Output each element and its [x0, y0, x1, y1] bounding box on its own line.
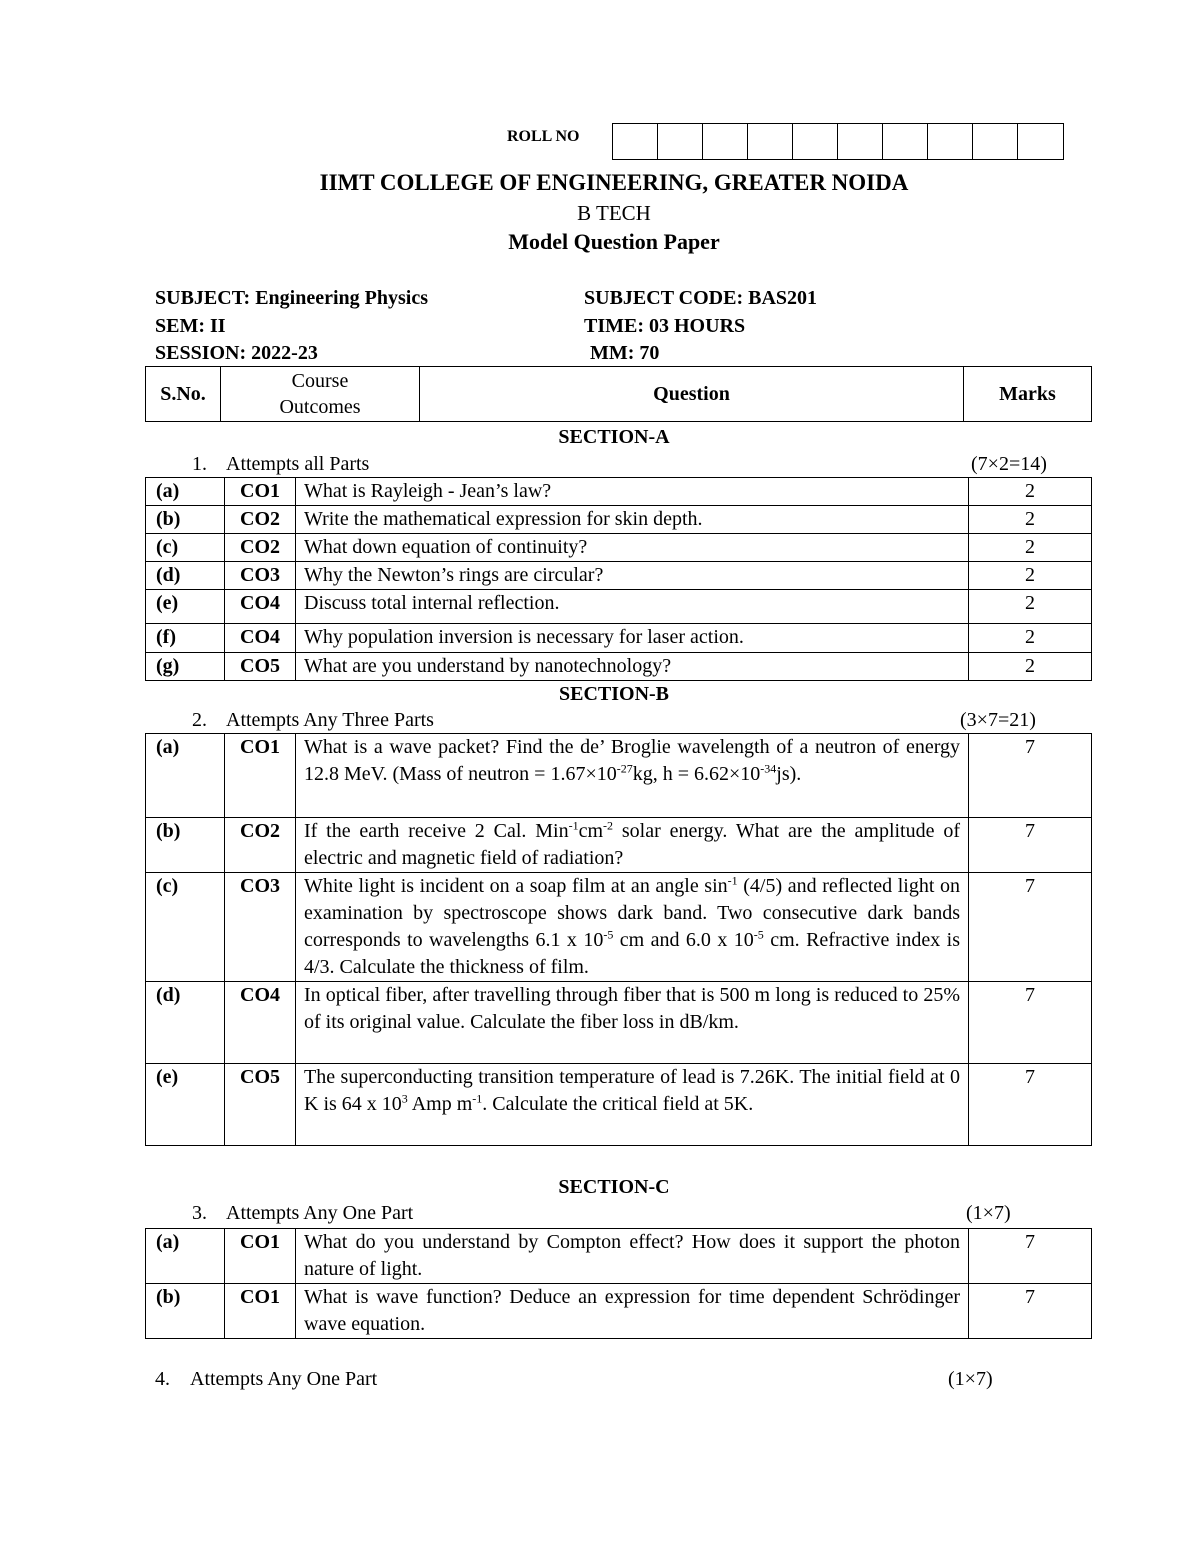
section-b-number: 2.	[192, 709, 207, 731]
question-text	[296, 1064, 969, 1146]
table-row	[146, 478, 1092, 506]
marks-value: 2	[969, 534, 1092, 562]
course-outcome: CO1	[225, 478, 296, 506]
roll-no-label: ROLL NO	[507, 128, 580, 145]
part-label: (c)	[146, 873, 225, 982]
table-row	[146, 734, 1092, 818]
part-label: (b)	[146, 1284, 225, 1339]
part-label: (g)	[146, 653, 225, 681]
section-a-total: (7×2=14)	[971, 453, 1047, 475]
part-label: (a)	[146, 478, 225, 506]
roll-no-boxes[interactable]	[612, 123, 1064, 160]
question-text	[296, 873, 969, 982]
table-row	[146, 873, 1092, 982]
question-text: What are you understand by nanotechnology?	[296, 653, 969, 681]
marks-value: 2	[969, 653, 1092, 681]
marks-value: 7	[969, 1064, 1092, 1146]
q4-number: 4.	[155, 1368, 170, 1390]
course-outcome: CO5	[225, 1064, 296, 1146]
course-outcome: CO2	[225, 534, 296, 562]
marks-value: 7	[969, 873, 1092, 982]
course-outcome: CO1	[225, 1284, 296, 1339]
section-b-title: SECTION-B	[558, 683, 670, 705]
table-row	[146, 562, 1092, 590]
section-b-instruction: Attempts Any Three Parts	[226, 709, 434, 731]
question-text	[296, 734, 969, 818]
marks-value: 7	[969, 982, 1092, 1064]
q4-total: (1×7)	[948, 1368, 993, 1390]
part-label: (f)	[146, 624, 225, 653]
part-label: (d)	[146, 562, 225, 590]
col-co-line1: Course	[291, 370, 349, 392]
question-text: Why the Newton’s rings are circular?	[296, 562, 969, 590]
section-a-number: 1.	[192, 453, 207, 475]
table-row	[146, 653, 1092, 681]
section-c-instruction: Attempts Any One Part	[226, 1202, 414, 1224]
part-label: (e)	[146, 1064, 225, 1146]
time-label: TIME: 03 HOURS	[584, 315, 746, 337]
part-label: (c)	[146, 534, 225, 562]
section-c-title: SECTION-C	[558, 1176, 670, 1198]
question-text: Write the mathematical expression for skin depth.	[296, 506, 969, 534]
question-text: What is wave function? Deduce an expression for time dependent Schrödinger wave equation.	[296, 1284, 969, 1339]
col-sno: S.No.	[146, 367, 221, 422]
semester-label: SEM: II	[155, 315, 226, 337]
course-outcome: CO4	[225, 982, 296, 1064]
roll-digit-box[interactable]	[793, 124, 838, 159]
roll-digit-box[interactable]	[703, 124, 748, 159]
roll-digit-box[interactable]	[613, 124, 658, 159]
marks-value: 2	[969, 624, 1092, 653]
section-b-table	[145, 733, 1092, 1146]
part-label: (b)	[146, 506, 225, 534]
roll-digit-box[interactable]	[1018, 124, 1063, 159]
question-text-rich: In optical fiber, after travelling through fiber that is 500 m long is reduced to 25% of its original value. Calculate the fiber loss in dB/km.	[304, 984, 960, 1033]
section-a-table	[145, 477, 1092, 681]
course-outcome: CO3	[225, 873, 296, 982]
course-outcome: CO3	[225, 562, 296, 590]
table-row	[146, 818, 1092, 873]
marks-value: 2	[969, 590, 1092, 624]
section-a-title: SECTION-A	[558, 426, 670, 448]
question-text: What down equation of continuity?	[296, 534, 969, 562]
course-outcome: CO4	[225, 624, 296, 653]
table-row	[146, 624, 1092, 653]
degree-name: B TECH	[577, 201, 651, 225]
question-text	[296, 818, 969, 873]
marks-value: 2	[969, 562, 1092, 590]
course-outcome: CO2	[225, 818, 296, 873]
part-label: (a)	[146, 734, 225, 818]
col-course-outcomes	[221, 367, 420, 422]
question-text	[296, 982, 969, 1064]
question-text: What is Rayleigh - Jean’s law?	[296, 478, 969, 506]
course-outcome: CO4	[225, 590, 296, 624]
marks-value: 2	[969, 506, 1092, 534]
section-c-total: (1×7)	[966, 1202, 1011, 1224]
marks-value: 2	[969, 478, 1092, 506]
max-marks-label: MM: 70	[590, 342, 660, 364]
column-header-table	[145, 366, 1092, 422]
course-outcome: CO2	[225, 506, 296, 534]
roll-digit-box[interactable]	[973, 124, 1018, 159]
part-label: (a)	[146, 1229, 225, 1284]
question-text: Discuss total internal reflection.	[296, 590, 969, 624]
course-outcome: CO5	[225, 653, 296, 681]
roll-digit-box[interactable]	[838, 124, 883, 159]
session-label: SESSION: 2022-23	[155, 342, 318, 364]
table-row	[146, 982, 1092, 1064]
roll-digit-box[interactable]	[928, 124, 973, 159]
marks-value: 7	[969, 1229, 1092, 1284]
question-text: What do you understand by Compton effect? How does it support the photon nature of light.	[296, 1229, 969, 1284]
table-row	[146, 506, 1092, 534]
part-label: (d)	[146, 982, 225, 1064]
section-a-instruction: Attempts all Parts	[226, 453, 370, 475]
roll-digit-box[interactable]	[748, 124, 793, 159]
roll-digit-box[interactable]	[658, 124, 703, 159]
table-row	[146, 1064, 1092, 1146]
paper-title: Model Question Paper	[508, 229, 720, 254]
table-row	[146, 1284, 1092, 1339]
question-text-rich: White light is incident on a soap film at an angle $\sin^{-1} (4/5)$ and reflected light on examination by spectroscope shows dark band. Two consecutive dark bands corresponds to wavelengths 6.1 x $10^{-5}$ cm and 6.0 x $10^{-5}$ cm. Refractive index is 4/3. Calculate the thickness of film.	[304, 873, 961, 978]
table-row	[146, 534, 1092, 562]
section-c-table	[145, 1228, 1092, 1339]
marks-value: 7	[969, 734, 1092, 818]
marks-value: 7	[969, 818, 1092, 873]
section-c-number: 3.	[192, 1202, 207, 1224]
col-co-line2: Outcomes	[279, 396, 361, 418]
course-outcome: CO1	[225, 734, 296, 818]
table-row	[146, 590, 1092, 624]
subject-code-label: SUBJECT CODE: BAS201	[584, 287, 818, 309]
question-text-rich: What is a wave packet? Find the de’ Broglie wavelength of a neutron of energy 12.8 MeV. (Mass of neutron = $1.67\times 10^{-27}kg$, $h = 6.62\times 10^{-34}js$).	[304, 736, 960, 785]
subject-label: SUBJECT: Engineering Physics	[155, 287, 428, 309]
roll-digit-box[interactable]	[883, 124, 928, 159]
table-row	[146, 1229, 1092, 1284]
col-marks: Marks	[964, 367, 1092, 422]
col-question: Question	[420, 367, 964, 422]
question-text-rich: If the earth receive 2 Cal. $Min^{-1}cm^{-2}$ solar energy. What are the amplitude of electric and magnetic field of radiation?	[304, 818, 960, 869]
section-b-total: (3×7=21)	[960, 709, 1036, 731]
marks-value: 7	[969, 1284, 1092, 1339]
part-label: (b)	[146, 818, 225, 873]
q4-instruction: Attempts Any One Part	[190, 1368, 378, 1390]
college-name: IIMT COLLEGE OF ENGINEERING, GREATER NOIDA	[319, 170, 909, 195]
course-outcome: CO1	[225, 1229, 296, 1284]
question-text: Why population inversion is necessary for laser action.	[296, 624, 969, 653]
part-label: (e)	[146, 590, 225, 624]
question-text-rich: The superconducting transition temperature of lead is 7.26K. The initial field at 0 K is 64 x $10^3$ Amp $m^{-1}$. Calculate the critical field at 5K.	[304, 1066, 960, 1115]
